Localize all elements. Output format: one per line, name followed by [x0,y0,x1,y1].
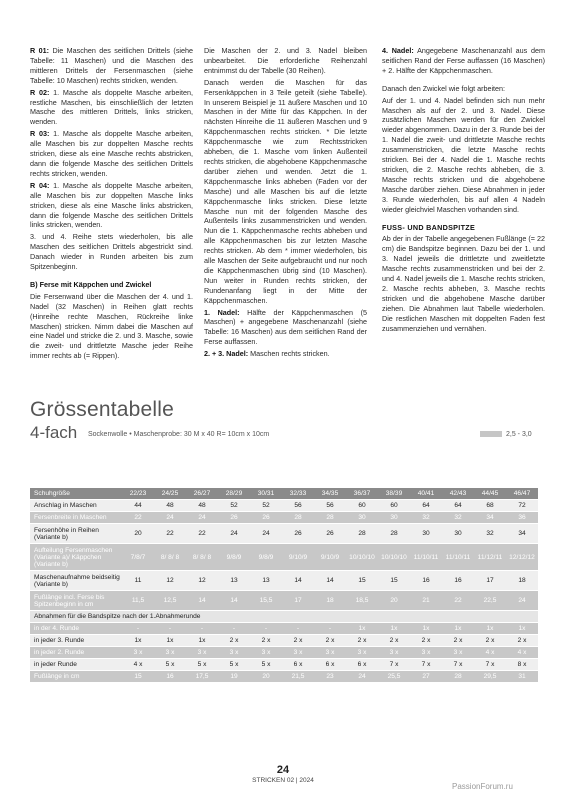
table-cell: 2 x [314,635,346,647]
table-cell: 12,5 [154,591,186,611]
table-cell: 20 [250,671,282,683]
row-label-cell: Abnahmen für die Bandspitze nach der 1.Abnahmerunde [30,611,538,623]
table-cell: 6 x [346,659,378,671]
row-label-cell: Maschenaufnahme beidseitig (Variante b) [30,571,122,591]
table-gauge-note: Sockenwolle • Maschenprobe: 30 M x 40 R= 10cm x 10cm [88,431,270,438]
table-cell: 42/43 [442,488,474,500]
table-cell: 12 [186,571,218,591]
table-cell: 32 [442,512,474,524]
table-cell: 44/45 [474,488,506,500]
paragraph-col2-1: Die Maschen der 2. und 3. Nadel bleiben unbearbeitet. Die erforderliche Reihenzahl entnimmst du der Tabelle (30 Reihen). [204,46,367,75]
paragraph-r03: R 03: 1. Masche als doppelte Masche arbeiten, alle Maschen bis zur doppelten Masche rechts stricken, diese als eine Masche rechts abstricken, dann die folgende Masche des seitlichen Drittels rechts stricken, wenden. [30,129,193,178]
table-cell: 38/39 [378,488,410,500]
table-cell: 1x [506,623,538,635]
paragraph-col2-2: Danach werden die Maschen für das Fersenkäppchen in 3 Teile geteilt (siehe Tabelle). In unserem Beispiel je 11 äußere Maschen und 10 Maschen in der Mitte für das Käppchen. In der nächsten Hinreihe die 11 äußeren Maschen und 9 Käppchenmaschen rechts stricken. * Die letzte Käppchenmasche wie zum Rechtsstricken abheben, die 1. Masche vom linken Außenteil rechts stricken, die abgehobene Käppchenmasche darüber ziehen und wenden. Jetzt die 1. Käppchenmasche links abheben (Faden vor der Masche) und alle Maschen bis auf die letzte Käppchenmasche links stricken. Diese letzte Masche nun mit der folgenden Masche des Außenteils links zusammenstricken und wenden. Nun die 1. Käppchenmasche rechts abheben und alle Käppchenmaschen bis zur letzten Masche rechts stricken. Ab dem * immer wiederholen, bis alle Maschen der Seite aufgebraucht und nur noch die Käppchenmaschen übrig sind (10 Maschen). Nun weiter in Runden rechts stricken, der Rundenanfang liegt in der Mitte der Käppchenmaschen. [204,77,367,305]
table-cell: 7/8/7 [122,544,154,571]
table-cell: 48 [154,500,186,512]
table-cell: 1x [186,635,218,647]
row-label-cell: Schuhgröße [30,488,122,500]
table-cell: 30 [346,512,378,524]
table-cell: 1x [346,623,378,635]
table-cell: 28 [378,524,410,544]
paragraph-nadel-4: 4. Nadel: Angegebene Maschenanzahl aus dem seitlichen Rand der Ferse auffassen (16 Maschen) + 2. Hälfte der Käppchenmaschen. [382,46,545,75]
magazine-name: STRICKEN 02 | 2024 [252,777,314,784]
table-cell: 1x [378,623,410,635]
table-cell: - [218,623,250,635]
table-cell: 56 [282,500,314,512]
table-cell: 32/33 [282,488,314,500]
table-cell: 21 [410,591,442,611]
table-cell: 14 [218,591,250,611]
table-cell: 36/37 [346,488,378,500]
table-cell: 7 x [442,659,474,671]
table-row [30,647,538,659]
table-row [30,500,538,512]
table-cell: - [154,623,186,635]
knitting-needle-icon [480,430,504,438]
table-cell: 60 [346,500,378,512]
table-cell: 3 x [218,647,250,659]
table-cell: 60 [378,500,410,512]
table-cell: 22 [186,524,218,544]
table-cell: 6 x [314,659,346,671]
table-cell: 28 [314,512,346,524]
paragraph-ferse-b: Die Fersenwand über die Maschen der 4. und 1. Nadel (32 Maschen) in Reihen glatt rechts (Hinreihe rechte Maschen, Rückreihe linke Maschen) stricken. Nimm dabei die Maschen auf eine Nadel und stricke die 2. und 3. Masche, sowie die zweit- und drittletzte Masche jeder Reihe immer rechts ab (= Rippen). [30,291,193,361]
table-cell: 26 [218,512,250,524]
table-cell: 7 x [378,659,410,671]
table-cell: 25,5 [378,671,410,683]
table-row [30,571,538,591]
table-cell: 11/10/11 [442,544,474,571]
table-cell: 8/ 8/ 8 [154,544,186,571]
table-cell: 15,5 [250,591,282,611]
table-cell: - [122,623,154,635]
table-cell: 3 x [378,647,410,659]
table-cell: 17 [282,591,314,611]
table-cell: 30 [410,524,442,544]
table-cell: 4 x [506,647,538,659]
table-cell: - [186,623,218,635]
table-cell: 52 [250,500,282,512]
table-cell: 12 [154,571,186,591]
heading-fuss-bandspitze: FUSS- UND BANDSPITZE [382,222,476,232]
table-cell: 8/ 8/ 8 [186,544,218,571]
table-cell: 32 [474,524,506,544]
table-cell: 17,5 [186,671,218,683]
table-cell: 17 [474,571,506,591]
table-cell: 3 x [250,647,282,659]
table-cell: 2 x [218,635,250,647]
table-cell: 15 [346,571,378,591]
paragraph-repeat: 3. und 4. Reihe stets wiederholen, bis alle Maschen des seitlichen Drittels abgestrickt sind. Danach wieder in Runden arbeiten bis zum Spitzenbeginn. [30,232,193,272]
table-cell: 3 x [122,647,154,659]
table-cell: 22 [442,591,474,611]
row-label-cell: in der 4. Runde [30,623,122,635]
table-cell: 24 [250,524,282,544]
table-cell: 13 [250,571,282,591]
table-cell: 26 [314,524,346,544]
table-cell: 28 [442,671,474,683]
table-cell: 68 [474,500,506,512]
table-cell: 23 [314,671,346,683]
table-cell: 28 [346,524,378,544]
table-cell: 14 [314,571,346,591]
table-cell: 30 [442,524,474,544]
table-cell: 20 [378,591,410,611]
table-cell: 9/8/9 [250,544,282,571]
table-cell: 28/29 [218,488,250,500]
table-cell: 20 [122,524,154,544]
table-cell: 29,5 [474,671,506,683]
table-subtitle: 4-fach [30,423,78,442]
table-cell: 2 x [410,635,442,647]
row-label-cell: Anschlag in Maschen [30,500,122,512]
table-cell: 18,5 [346,591,378,611]
row-label-cell: in jeder 3. Runde [30,635,122,647]
table-cell: 26 [250,512,282,524]
table-cell: 3 x [154,647,186,659]
table-cell: 2 x [282,635,314,647]
table-cell: 34 [506,524,538,544]
table-cell: 10/10/10 [378,544,410,571]
table-row [30,591,538,611]
table-cell: 2 x [506,635,538,647]
table-cell: 27 [410,671,442,683]
table-cell: 2 x [250,635,282,647]
table-cell: 18 [314,591,346,611]
table-cell: 3 x [282,647,314,659]
table-cell: 24 [186,512,218,524]
table-cell: 22/23 [122,488,154,500]
table-cell: 5 x [186,659,218,671]
table-cell: 24 [506,591,538,611]
table-cell: 3 x [346,647,378,659]
paragraph-r04: R 04: 1. Masche als doppelte Masche arbeiten, alle Maschen bis zur doppelten Masche links stricken, diese als eine Masche links abstricken, dann die folgende Masche des seitlichen Drittels links stricken, wenden. [30,180,193,230]
table-cell: 7 x [410,659,442,671]
table-cell: 3 x [442,647,474,659]
table-row [30,611,538,623]
table-cell: - [314,623,346,635]
table-cell: 13 [218,571,250,591]
row-label-cell: Fußlänge incl. Ferse bis Spitzenbeginn in cm [30,591,122,611]
paragraph-nadel-2-3: 2. + 3. Nadel: Maschen rechts stricken. [204,349,330,359]
table-cell: 52 [218,500,250,512]
page-number: 24 [276,764,290,776]
table-cell: 22 [154,524,186,544]
table-cell: 5 x [218,659,250,671]
table-cell: 12/12/12 [506,544,538,571]
table-cell: 46/47 [506,488,538,500]
row-label-cell: Fersenbreite in Maschen [30,512,122,524]
table-cell: 31 [506,671,538,683]
table-cell: 26 [282,524,314,544]
row-label-cell: Fußlänge in cm [30,671,122,683]
table-cell: 5 x [154,659,186,671]
heading-ferse-b: B) Ferse mit Käppchen und Zwickel [30,279,152,289]
table-cell: 14 [282,571,314,591]
table-cell: 1x [410,623,442,635]
table-cell: 15 [378,571,410,591]
table-cell: 11 [122,571,154,591]
table-cell: 44 [122,500,154,512]
table-cell: 6 x [282,659,314,671]
table-cell: 16 [154,671,186,683]
paragraph-col3-2: Auf der 1. und 4. Nadel befinden sich nun mehr Maschen als auf der 2. und 3. Nadel. Diese zusätzlichen Maschen werden für den Zwickel wieder abgenommen. Dazu in der 3. Runde bei der 1. Nadel die zweit- und drittletzte Masche rechts zusammenstricken, die letzte Masche rechts stricken. Bei der 4. Nadel die 1. Masche rechts stricken, die 2. Masche rechts abheben, die 3. Masche rechts stricken und die abgehobene Masche darüber ziehen. Diese Abnahmen in jeder 3. Runde wiederholen, bis auf allen 4 Nadeln wieder gleichviel Maschen vorhanden sind. [382,95,546,214]
table-cell: 34 [474,512,506,524]
table-cell: 3 x [314,647,346,659]
table-cell: 56 [314,500,346,512]
table-cell: 8 x [506,659,538,671]
text-column-2 [204,46,367,361]
table-cell: 5 x [250,659,282,671]
table-cell: 14 [186,591,218,611]
table-cell: 30/31 [250,488,282,500]
table-cell: 18 [506,571,538,591]
table-cell: 11,5 [122,591,154,611]
table-cell: 11/10/11 [410,544,442,571]
table-cell: 24/25 [154,488,186,500]
needle-size: 2,5 - 3,0 [506,431,532,438]
table-row [30,659,538,671]
table-cell: 4 x [122,659,154,671]
table-cell: - [250,623,282,635]
table-cell: 1x [442,623,474,635]
table-cell: 48 [186,500,218,512]
row-label-cell: in jeder 2. Runde [30,647,122,659]
table-cell: 64 [410,500,442,512]
table-cell: 28 [282,512,314,524]
paragraph-col3-3: Ab der in der Tabelle angegebenen Fußlänge (= 22 cm) die Bandspitze beginnen. Dazu bei der 1. und 3. Nadel jeweils die drittletzte und zweitletzte Masche rechts zusammenstricken und bei der 2. und 4. Nadel jeweils die 1. Masche rechts stricken, 2. Masche rechts abheben, 3. Masche rechts stricken und die abgehobene Masche darüber ziehen. Die Abnahmen laut Tabelle wiederholen. Die restlichen Maschen mit doppelten Faden fest zusammenziehen und vernähen. [382,234,545,333]
row-label-cell: Fersenhöhe in Reihen (Variante b) [30,524,122,544]
text-column-3 [382,46,545,335]
table-cell: 24 [218,524,250,544]
table-cell: 34/35 [314,488,346,500]
table-cell: 2 x [346,635,378,647]
table-cell: 64 [442,500,474,512]
table-row [30,623,538,635]
table-cell: 1x [474,623,506,635]
table-header-row [30,488,538,500]
table-cell: 72 [506,500,538,512]
table-row [30,671,538,683]
table-cell: 21,5 [282,671,314,683]
table-cell: 9/8/9 [218,544,250,571]
table-cell: 30 [378,512,410,524]
table-cell: 16 [442,571,474,591]
row-label-cell: Aufteilung Fersenmaschen (Variante a)/ Käppchen (Variante b) [30,544,122,571]
table-row [30,524,538,544]
watermark: PassionForum.ru [452,782,513,791]
table-cell: 9/10/9 [314,544,346,571]
table-cell: 19 [218,671,250,683]
table-cell: 26/27 [186,488,218,500]
table-row [30,544,538,571]
table-row [30,512,538,524]
table-cell: 2 x [378,635,410,647]
table-cell: 7 x [474,659,506,671]
table-cell: 2 x [442,635,474,647]
table-cell: 3 x [410,647,442,659]
text-column-1 [30,46,193,363]
paragraph-r02: R 02: 1. Masche als doppelte Masche arbeiten, restliche Maschen, bis einschließlich der letzten Masche des mittleren Drittels, links stricken, wenden. [30,87,193,127]
row-label-cell: in jeder Runde [30,659,122,671]
size-table [30,488,538,683]
table-cell: 9/10/9 [282,544,314,571]
table-cell: 2 x [474,635,506,647]
table-cell: 24 [154,512,186,524]
table-cell: 16 [410,571,442,591]
table-cell: 40/41 [410,488,442,500]
table-row [30,635,538,647]
paragraph-col3-1: Danach den Zwickel wie folgt arbeiten: [382,83,506,93]
paragraph-r01: R 01: Die Maschen des seitlichen Drittels (siehe Tabelle: 11 Maschen) und die Maschen des mittleren Drittels der Fersenmaschen (siehe Tabelle: 10 Maschen) rechts stricken, wenden. [30,46,193,85]
table-cell: 24 [346,671,378,683]
table-cell: 11/12/11 [474,544,506,571]
table-cell: 22,5 [474,591,506,611]
table-cell: - [282,623,314,635]
table-cell: 1x [122,635,154,647]
paragraph-nadel-1: 1. Nadel: Hälfte der Käppchenmaschen (5 Maschen) + angegebene Maschenanzahl (siehe Tabelle: 16 Maschen) aus dem seitlichen Rand der Ferse auffassen. [204,307,367,347]
table-title: Grössentabelle [30,398,175,421]
table-cell: 15 [122,671,154,683]
table-cell: 10/10/10 [346,544,378,571]
table-cell: 3 x [186,647,218,659]
table-cell: 22 [122,512,154,524]
table-cell: 4 x [474,647,506,659]
table-cell: 1x [154,635,186,647]
table-cell: 36 [506,512,538,524]
table-cell: 32 [410,512,442,524]
